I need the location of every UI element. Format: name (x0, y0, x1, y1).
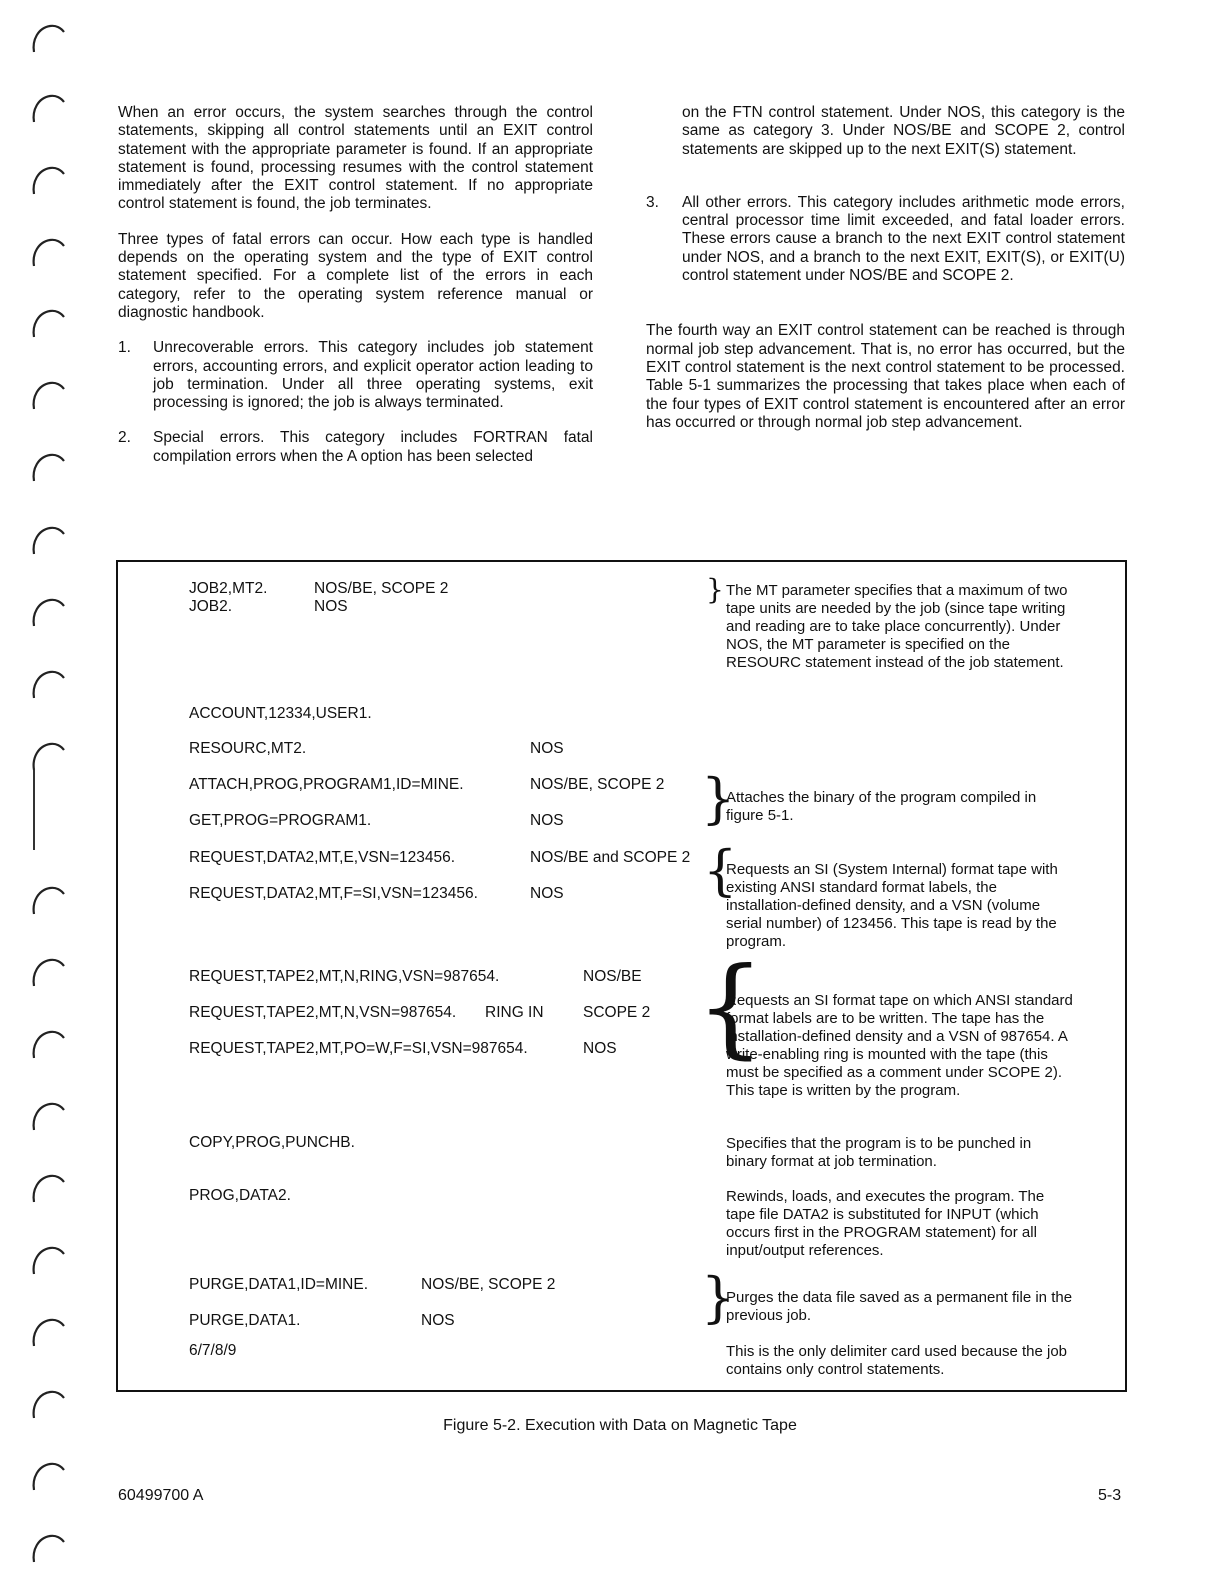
statement-purge-2: PURGE,DATA1. (189, 1312, 301, 1329)
binder-hole-icon (26, 592, 66, 632)
binder-hole-icon (26, 303, 66, 343)
brace-mark: { (703, 839, 738, 902)
figure-box (116, 560, 1127, 1392)
os-label: NOS (421, 1312, 455, 1329)
brace-mark: } (701, 767, 736, 830)
binder-hole-icon (26, 1024, 66, 1064)
binder-hole-icon (26, 160, 66, 200)
os-label: SCOPE 2 (583, 1004, 651, 1021)
binder-hole-icon (26, 664, 66, 704)
binder-hole-icon (26, 1168, 66, 1208)
binder-hole-icon (26, 520, 66, 560)
binding-line (33, 770, 35, 850)
statement-request-tape-2: REQUEST,TAPE2,MT,N,VSN=987654. (189, 1004, 457, 1021)
list-number: 3. (646, 193, 659, 211)
binder-hole-icon (26, 736, 66, 776)
statement-attach: ATTACH,PROG,PROGRAM1,ID=MINE. (189, 776, 464, 793)
binder-hole-icon (26, 88, 66, 128)
statement-purge-1: PURGE,DATA1,ID=MINE. (189, 1276, 368, 1293)
binder-hole-icon (26, 375, 66, 415)
brace-mark: } (706, 573, 724, 606)
statement-request-tape-3: REQUEST,TAPE2,MT,PO=W,F=SI,VSN=987654. (189, 1040, 528, 1057)
list-number: 2. (118, 429, 131, 447)
binder-hole-icon (26, 1096, 66, 1136)
binder-hole-icon (26, 18, 66, 58)
statement-resourc: RESOURC,MT2. (189, 740, 307, 757)
paragraph-error-search: When an error occurs, the system searches through the control statements, skipping all control statements until an EXIT control statement with the appropriate parameter is found. If an appropriate statement is found, processing resumes with the control statement immediately after the EXIT control statement. If no appropriate control statement is found, the job terminates. (118, 104, 593, 213)
statement-get: GET,PROG=PROGRAM1. (189, 812, 372, 829)
os-label: NOS (530, 885, 564, 902)
os-label: NOS (314, 598, 348, 615)
note-attach: Attaches the binary of the program compiled in figure 5-1. (726, 789, 1037, 824)
os-label: NOS/BE, SCOPE 2 (530, 776, 665, 793)
document-number: 60499700 A (118, 1487, 204, 1504)
right-column (646, 104, 1125, 449)
binder-hole-icon (26, 952, 66, 992)
statement-job: JOB2. (189, 598, 233, 615)
binder-hole-icon (26, 447, 66, 487)
note-job: The MT parameter specifies that a maximum of two tape units are needed by the job (since tape writing and reading are to take place concurrently). Under NOS, the MT parameter is specified on the RESOURC statement instead of the job statement. (726, 582, 1068, 671)
binder-hole-icon (26, 1456, 66, 1496)
delimiter-card: 6/7/8/9 (189, 1342, 237, 1359)
list-item-unrecoverable (118, 339, 593, 412)
list-text: Special errors. This category includes FORTRAN fatal compilation errors when the A option has been selected (153, 429, 593, 465)
brace-mark: } (701, 1266, 736, 1329)
binder-hole-icon (26, 1240, 66, 1280)
statement-request-tape-1: REQUEST,TAPE2,MT,N,RING,VSN=987654. (189, 968, 500, 985)
os-label: NOS/BE, SCOPE 2 (421, 1276, 556, 1293)
os-label: NOS (530, 740, 564, 757)
statement-account: ACCOUNT,12334,USER1. (189, 705, 372, 722)
note-request-tape: Requests an SI format tape on which ANSI standard format labels are to be written. The tape has the installation-defined density and a VSN of 987654. A write-enabling ring is mounted with the tape (this must be specified as a comment under SCOPE 2). This tape is written by the program. (726, 992, 1073, 1099)
statement-job-mt: JOB2,MT2. (189, 580, 268, 597)
ring-in-comment: RING IN (485, 1004, 544, 1021)
paragraph-fatal-errors: Three types of fatal errors can occur. How each type is handled depends on the operating system and the type of EXIT control statement specified. For a complete list of the errors in each category, refer to the operating system reference manual or diagnostic handbook. (118, 230, 593, 321)
note-purge: Purges the data file saved as a permanent file in the previous job. (726, 1289, 1073, 1324)
binder-hole-icon (26, 232, 66, 272)
binder-hole-icon (26, 880, 66, 920)
note-copy: Specifies that the program is to be punched in binary format at job termination. (726, 1135, 1032, 1170)
left-column (118, 104, 593, 483)
list-item-special-continued: on the FTN control statement. Under NOS, this category is the same as category 3. Under NOS/BE and SCOPE 2, control statements are skipped up to the next EXIT(S) statement. (682, 104, 1125, 158)
list-item-other-errors (646, 194, 1125, 285)
page-number: 5-3 (1098, 1487, 1122, 1504)
note-delimiter: This is the only delimiter card used because the job contains only control statements. (726, 1343, 1068, 1378)
note-prog: Rewinds, loads, and executes the program. The tape file DATA2 is substituted for INPUT (which occurs first in the PROGRAM statement) for all input/output references. (726, 1188, 1045, 1259)
binder-hole-icon (26, 1528, 66, 1568)
os-label: NOS (530, 812, 564, 829)
statement-request-data-1: REQUEST,DATA2,MT,E,VSN=123456. (189, 849, 456, 866)
statement-request-data-2: REQUEST,DATA2,MT,F=SI,VSN=123456. (189, 885, 478, 902)
os-label: NOS/BE and SCOPE 2 (530, 849, 691, 866)
list-number: 1. (118, 339, 131, 357)
statement-prog: PROG,DATA2. (189, 1187, 291, 1204)
statement-copy: COPY,PROG,PUNCHB. (189, 1134, 355, 1151)
paragraph-fourth-way: The fourth way an EXIT control statement can be reached is through normal job step advancement. That is, no error has occurred, but the EXIT control statement is the next control statement to be processed. Table 5-1 summarizes the processing that takes place when each of the four types of EXIT control statement is encountered after an error has occurred or through normal job step advancement. (646, 322, 1125, 431)
binder-hole-icon (26, 1312, 66, 1352)
os-label: NOS (583, 1040, 617, 1057)
note-request-data: Requests an SI (System Internal) format tape with existing ANSI standard format labels, the installation-defined density, and a VSN (volume serial number) of 123456. This tape is read by the program. (726, 861, 1058, 950)
os-label: NOS/BE (583, 968, 642, 985)
os-label: NOS/BE, SCOPE 2 (314, 580, 449, 597)
list-text: All other errors. This category includes arithmetic mode errors, central processor time limit exceeded, and fatal loader errors. These errors cause a branch to the next EXIT control statement under NOS, and a branch to the next EXIT, EXIT(S), or EXIT(U) control statement under NOS/BE and SCOPE 2. (682, 193, 1125, 285)
figure-caption: Figure 5-2. Execution with Data on Magnetic Tape (443, 1417, 797, 1434)
brace-mark: { (696, 945, 765, 1070)
list-item-special (118, 429, 593, 466)
list-text: Unrecoverable errors. This category includes job statement errors, accounting errors, and explicit operator action leading to job termination. Under all three operating systems, exit processing is ignored; the job is always terminated. (153, 339, 593, 412)
